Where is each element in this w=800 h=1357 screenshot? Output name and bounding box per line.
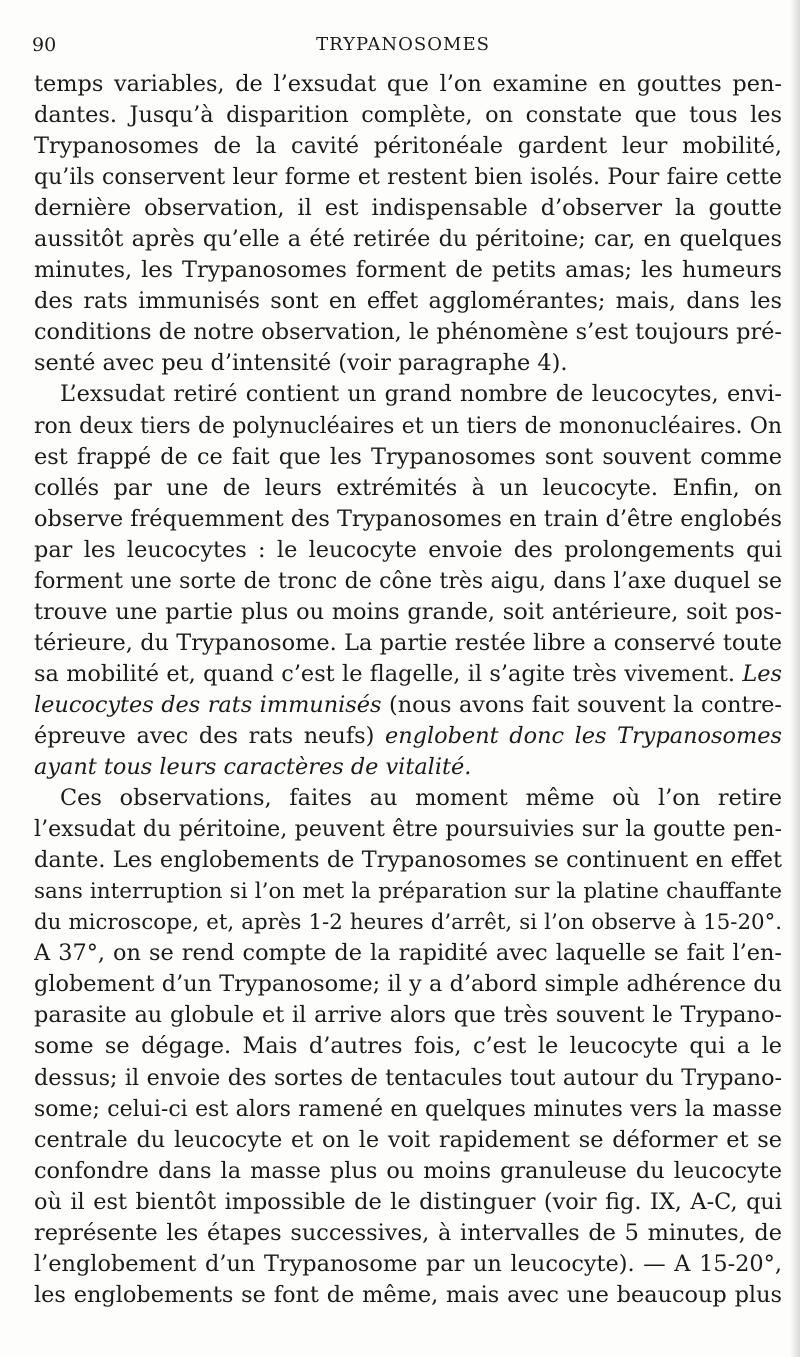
text-line: aussitôt après qu’elle a été retirée du péritoine; car, en quelques <box>34 226 782 253</box>
text-line: A 37°, on se rend compte de la rapidité avec laquelle se fait l’en- <box>34 940 782 967</box>
text-line: L’exsudat retiré contient un grand nombre de leucocytes, envi- <box>60 381 782 408</box>
text-line: dernière observation, il est indispensable d’observer la goutte <box>34 195 782 222</box>
text-line: l’englobement d’un Trypanosome par un leucocyte). — A 15-20°, <box>34 1250 782 1277</box>
paragraph-3 <box>34 783 782 1311</box>
text-line: représente les étapes successives, à intervalles de 5 minutes, de <box>34 1219 782 1246</box>
text-line-mixed <box>34 690 782 721</box>
italic-segment: Les <box>742 660 782 687</box>
text-line: ron deux tiers de polynucléaires et un tiers de mononucléaires. On <box>34 413 782 439</box>
italic-segment: ayant tous leurs caractères de vitalité. <box>34 754 472 781</box>
text-line: observe fréquemment des Trypanosomes en train d’être englobés <box>34 505 782 532</box>
text-line: Trypanosomes de la cavité péritonéale gardent leur mobilité, <box>34 133 782 160</box>
text-line: forment une sorte de tronc de cône très aigu, dans l’axe duquel se <box>34 568 782 594</box>
italic-segment: leucocytes des rats immunisés <box>34 691 382 718</box>
page-edge-shadow <box>790 0 800 1357</box>
italic-segment: englobent donc les Trypanosomes <box>384 722 782 749</box>
text-line: du microscope, et, après 1-2 heures d’arrêt, si l’on observe à 15-20°. <box>34 910 782 936</box>
text-segment: (nous avons fait souvent la contre- <box>388 691 782 718</box>
text-line: conditions de notre observation, le phénomène s’est toujours pré- <box>34 319 782 346</box>
text-line: confondre dans la masse plus ou moins granuleuse du leucocyte <box>34 1157 782 1184</box>
text-line: les englobements se font de même, mais avec une beaucoup plus <box>34 1281 782 1308</box>
text-segment: épreuve avec des rats neufs) <box>34 722 375 749</box>
text-line: sans interruption si l’on met la préparation sur la platine chauffante <box>34 879 782 905</box>
text-line: trouve une partie plus ou moins grande, soit antérieure, soit pos- <box>34 598 782 625</box>
text-line: some; celui-ci est alors ramené en quelques minutes vers la masse <box>34 1096 782 1122</box>
text-line: some se dégage. Mais d’autres fois, c’est le leucocyte qui a le <box>34 1033 782 1060</box>
text-line: minutes, les Trypanosomes forment de petits amas; les humeurs <box>34 257 782 284</box>
text-line: qu’ils conservent leur forme et restent bien isolés. Pour faire cette <box>34 165 782 191</box>
page-header <box>32 30 774 60</box>
paragraph-2 <box>34 379 782 783</box>
text-line: dante. Les englobements de Trypanosomes se continuent en effet <box>34 847 782 874</box>
text-line: centrale du leucocyte et on le voit rapidement se déformer et se <box>34 1126 782 1153</box>
text-line: dessus; il envoie des sortes de tentacules tout autour du Trypano- <box>34 1064 782 1091</box>
text-line: collés par une de leurs extrémités à un leucocyte. Enfin, on <box>34 474 782 501</box>
text-line: senté avec peu d’intensité (voir paragraphe 4). <box>34 350 568 377</box>
text-line: où il est bientôt impossible de le distinguer (voir fig. IX, A-C, qui <box>34 1188 782 1215</box>
text-line: l’exsudat du péritoine, peuvent être poursuivies sur la goutte pen- <box>34 816 782 843</box>
text-line: temps variables, de l’exsudat que l’on examine en gouttes pen- <box>34 71 782 97</box>
text-line <box>34 752 782 783</box>
text-line: des rats immunisés sont en effet agglomérantes; mais, dans les <box>34 288 782 315</box>
text-line-mixed <box>34 721 782 752</box>
text-line: par les leucocytes : le leucocyte envoie des prolongements qui <box>34 536 782 563</box>
running-title: TRYPANOSOMES <box>316 34 490 55</box>
text-line: térieure, du Trypanosome. La partie restée libre a conservé toute <box>34 629 782 656</box>
paragraph-1 <box>34 69 782 379</box>
text-line: globement d’un Trypanosome; il y a d’abord simple adhérence du <box>34 971 782 998</box>
page-number: 90 <box>32 34 57 56</box>
text-line: parasite au globule et il arrive alors que très souvent le Trypano- <box>34 1002 782 1029</box>
text-segment: sa mobilité et, quand c’est le flagelle, il s’agite très vivement. <box>34 660 735 687</box>
text-line: Ces observations, faites au moment même où l’on retire <box>60 785 782 812</box>
text-line: dantes. Jusqu’à disparition complète, on constate que tous les <box>34 102 782 129</box>
body-text <box>34 69 782 1311</box>
text-line: est frappé de ce fait que les Trypanosomes sont souvent comme <box>34 443 782 470</box>
text-line-mixed <box>34 659 782 690</box>
